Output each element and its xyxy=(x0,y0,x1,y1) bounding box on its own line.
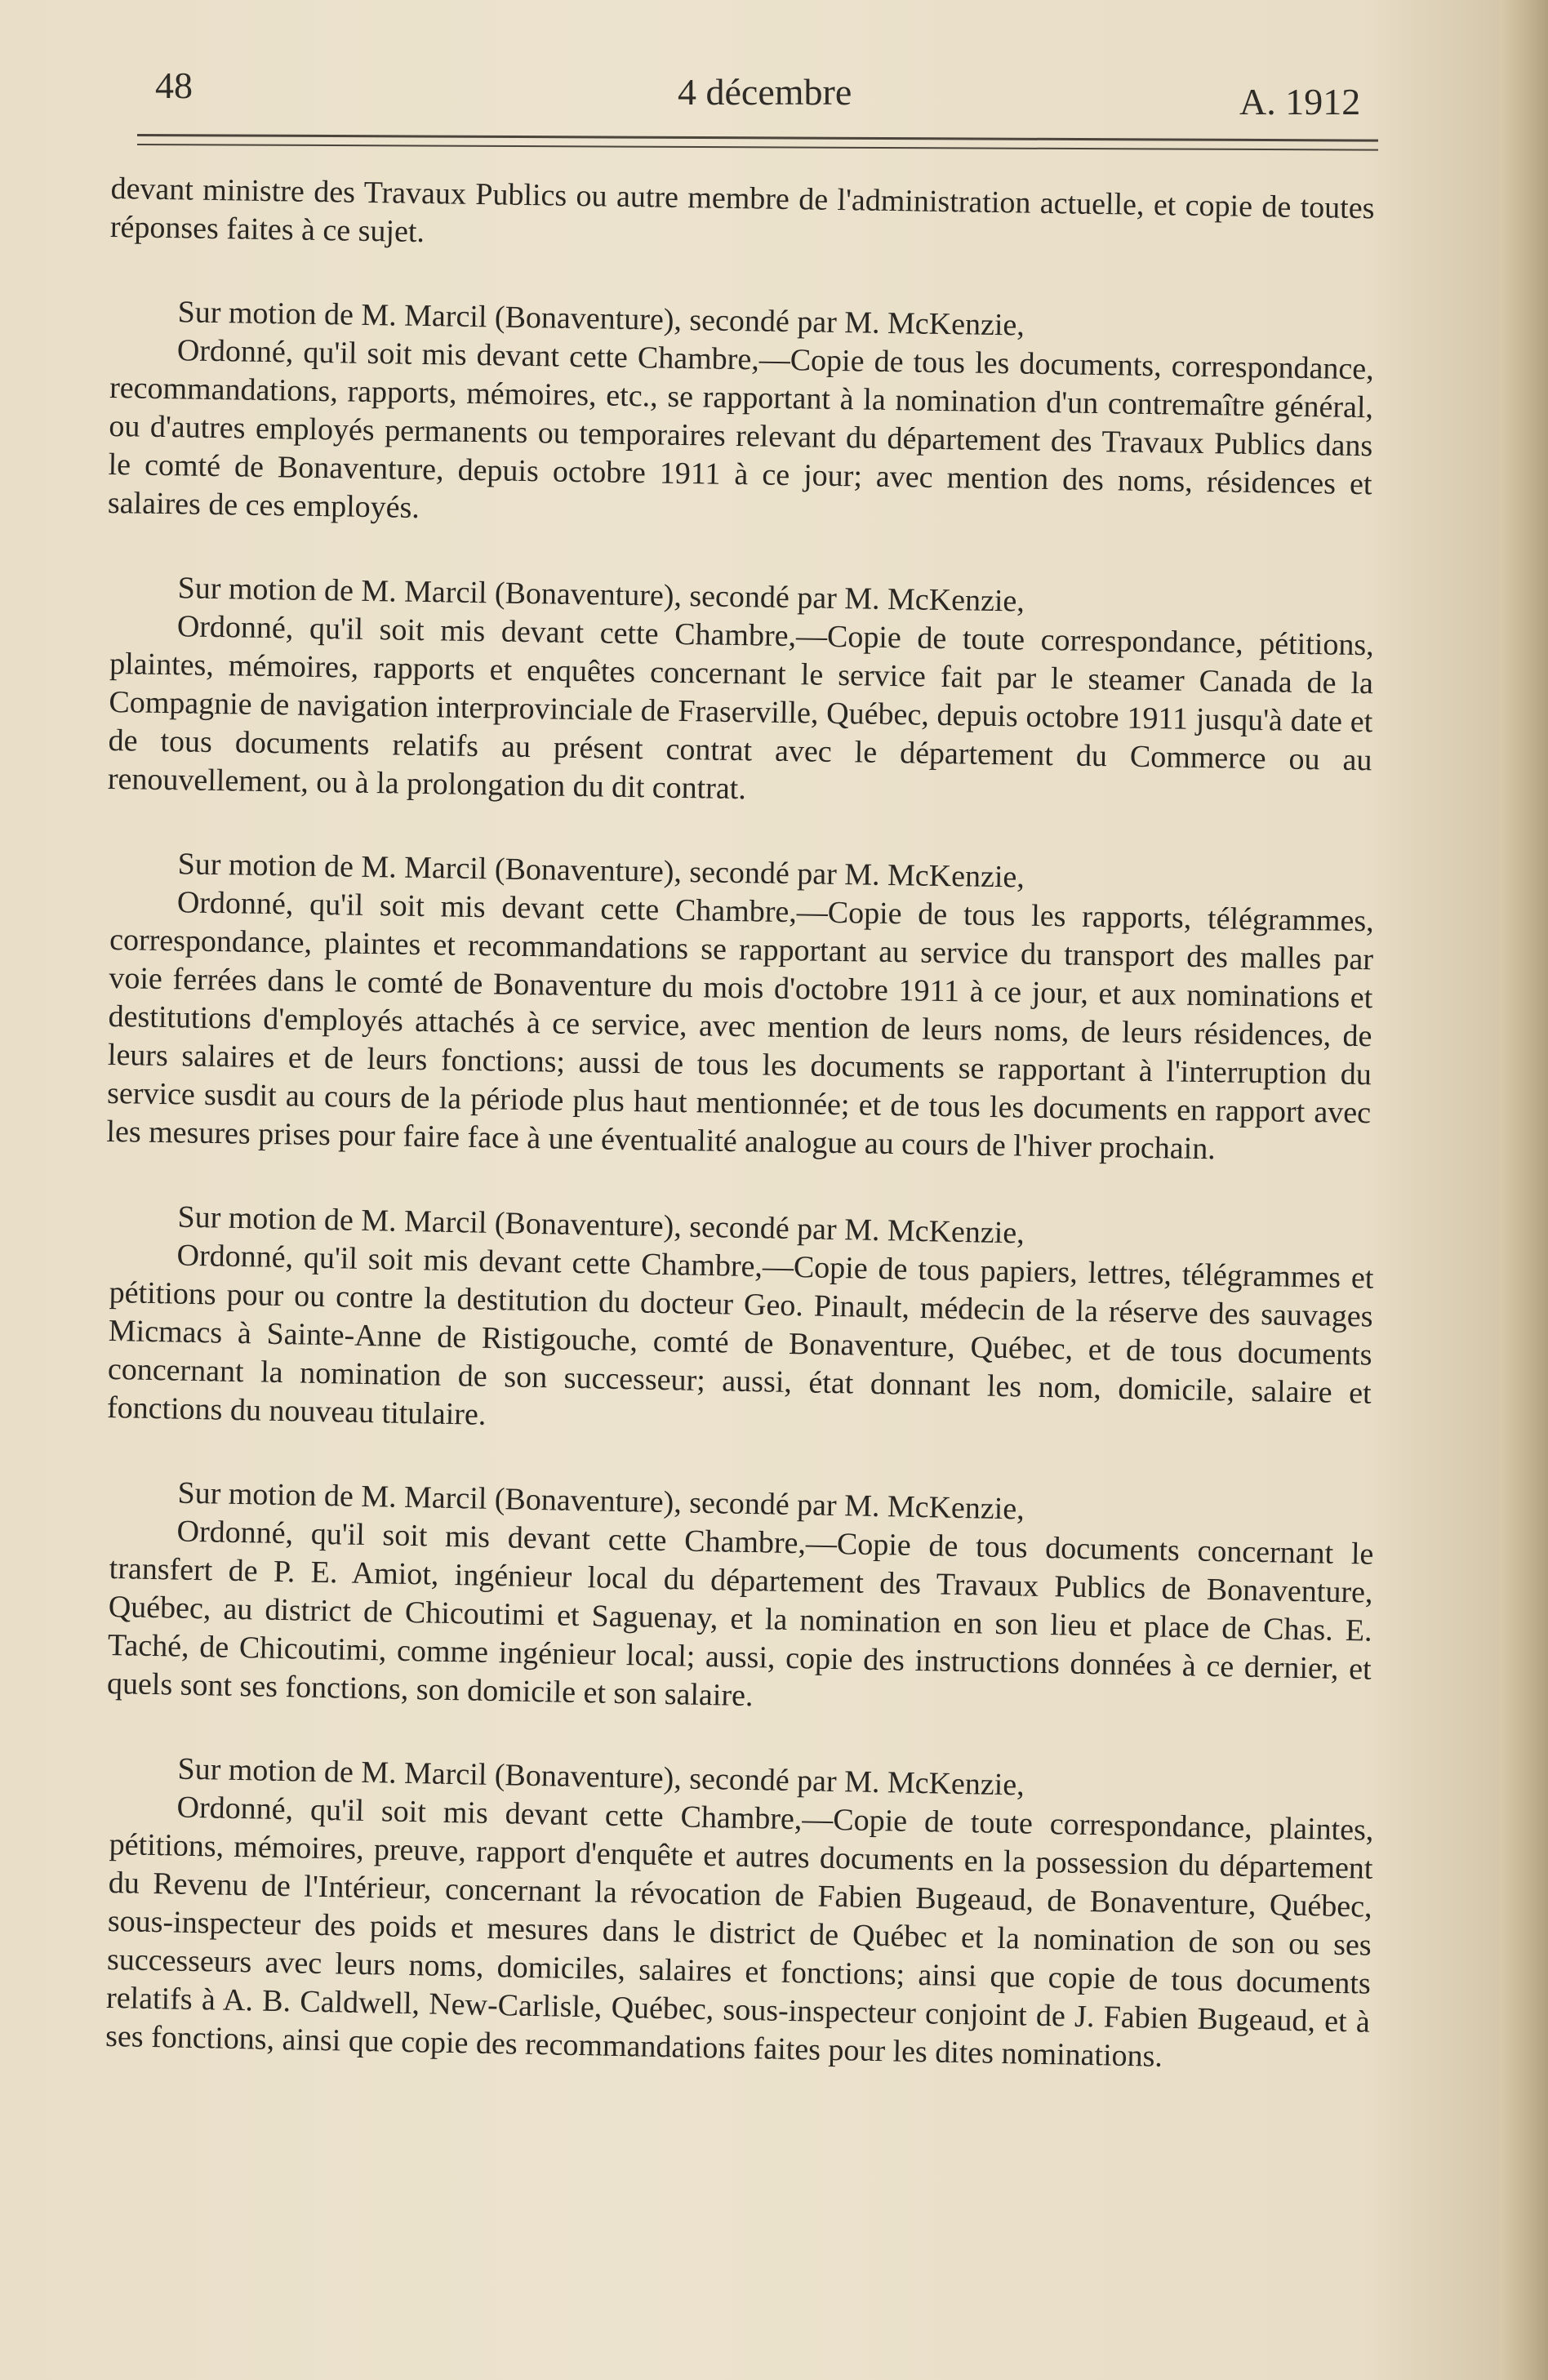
running-header xyxy=(0,0,1548,163)
order-text: Ordonné, qu'il soit mis devant cette Chambre,—Copie de tous les documents, correspondance, recommandations, rapports, mémoires, etc., se rapportant à la nomination d'un contremaître général, ou d'autres employés permanents ou temporaires relevant du département des Travaux Publics dans le comté de Bonaventure, depuis octobre 1911 à ce jour; avec mention des noms, résidences et salaires de ces employés. xyxy=(107,333,1375,525)
motion-paragraph xyxy=(106,844,1375,1171)
motion-paragraph xyxy=(108,568,1375,818)
journal-body xyxy=(105,170,1375,2074)
header-rule-bottom xyxy=(137,144,1378,151)
order-text: Ordonné, qu'il soit mis devant cette Chambre,—Copie de tous documents concernant le transfert de P. E. Amiot, ingénieur local du département des Travaux Publics de Bonaventure, Québec, au district de Chicoutimi et Saguenay, et la nomination en son lieu et place de Chas. E. Taché, de Chicoutimi, comme ingénieur local; aussi, copie des instructions données à ce dernier, et quels sont ses fonctions, son domicile et son salaire. xyxy=(106,1514,1374,1714)
paragraph-continuation xyxy=(110,170,1375,266)
motion-paragraph xyxy=(107,1197,1375,1452)
order-text: Ordonné, qu'il soit mis devant cette Chambre,—Copie de tous papiers, lettres, télégrammes et pétitions pour ou contre la destitution du docteur Geo. Pinault, médecin de la réserve des sauvages Micmacs à Sainte-Anne de Ristigouche, comté de Bonaventure, Québec, et de tous documents concernant la nomination de son successeur; aussi, état donnant les nom, domicile, salaire et fonctions du nouveau titulaire. xyxy=(106,1238,1374,1432)
motion-paragraph xyxy=(107,1473,1375,1728)
paragraph-body: devant ministre des Travaux Publics ou autre membre de l'administration actuelle, et copie de toutes réponses faites à ce sujet. xyxy=(109,171,1375,250)
motion-paragraph xyxy=(105,1749,1375,2080)
motion-line: Sur motion de M. Marcil (Bonaventure), secondé par M. McKenzie, xyxy=(177,295,1025,343)
motion-line: Sur motion de M. Marcil (Bonaventure), secondé par M. McKenzie, xyxy=(177,1199,1025,1251)
motion-line: Sur motion de M. Marcil (Bonaventure), secondé par M. McKenzie, xyxy=(177,847,1025,895)
order-text: Ordonné, qu'il soit mis devant cette Chambre,—Copie de tous les rapports, télégrammes, correspondance, plaintes et recommandations se rapportant au service du transport des malles par voie ferrées dans le comté de Bonaventure du mois d'octobre 1911 à ce jour, et aux nominations et destitutions d'employés attachés à ce service, avec mention de leurs noms, de leurs résidences, de leurs salaires et de leurs fonctions; aussi de tous les documents se rapportant à l'interruption du service susdit au cours de la période plus haut mentionnée; et de tous les documents en rapport avec les mesures prises pour faire face à une éventualité analogue au cours de l'hiver prochain. xyxy=(106,885,1375,1167)
motion-line: Sur motion de M. Marcil (Bonaventure), secondé par M. McKenzie, xyxy=(177,571,1025,619)
order-text: Ordonné, qu'il soit mis devant cette Chambre,—Copie de toute correspondance, pétitions, plaintes, mémoires, rapports et enquêtes concernant le service fait par le steamer Canada de la Compagnie de navigation interprovinciale de Fraserville, Québec, depuis octobre 1911 jusqu'à date et de tous documents relatifs au présent contrat avec le département du Commerce ou au renouvellement, ou à la prolongation du dit contrat. xyxy=(107,609,1375,807)
motion-line: Sur motion de M. Marcil (Bonaventure), secondé par M. McKenzie, xyxy=(177,1751,1025,1803)
motion-line: Sur motion de M. Marcil (Bonaventure), secondé par M. McKenzie, xyxy=(177,1475,1025,1527)
book-spine-edge xyxy=(1499,0,1548,2380)
motion-paragraph xyxy=(108,292,1375,542)
header-date: 4 décembre xyxy=(678,71,852,113)
page-number: 48 xyxy=(155,65,193,106)
order-text: Ordonné, qu'il soit mis devant cette Chambre,—Copie de toute correspondance, plaintes, pétitions, mémoires, preuve, rapport d'enquête et autres documents en la possession du département du Revenu de l'Intérieur, concernant la révocation de Fabien Bugeaud, de Bonaventure, Québec, sous-inspecteur des poids et mesures dans le district de Québec et la nomination de son ou ses successeurs avec leurs noms, domiciles, salaires et fonctions; ainsi que copie de tous documents relatifs à A. B. Caldwell, New-Carlisle, Québec, sous-inspecteur conjoint de J. Fabien Bugeaud, et à ses fonctions, ainsi que copie des recommandations faites pour les dites nominations. xyxy=(105,1790,1374,2074)
header-rule-top xyxy=(137,134,1378,142)
header-year: A. 1912 xyxy=(1239,81,1361,122)
